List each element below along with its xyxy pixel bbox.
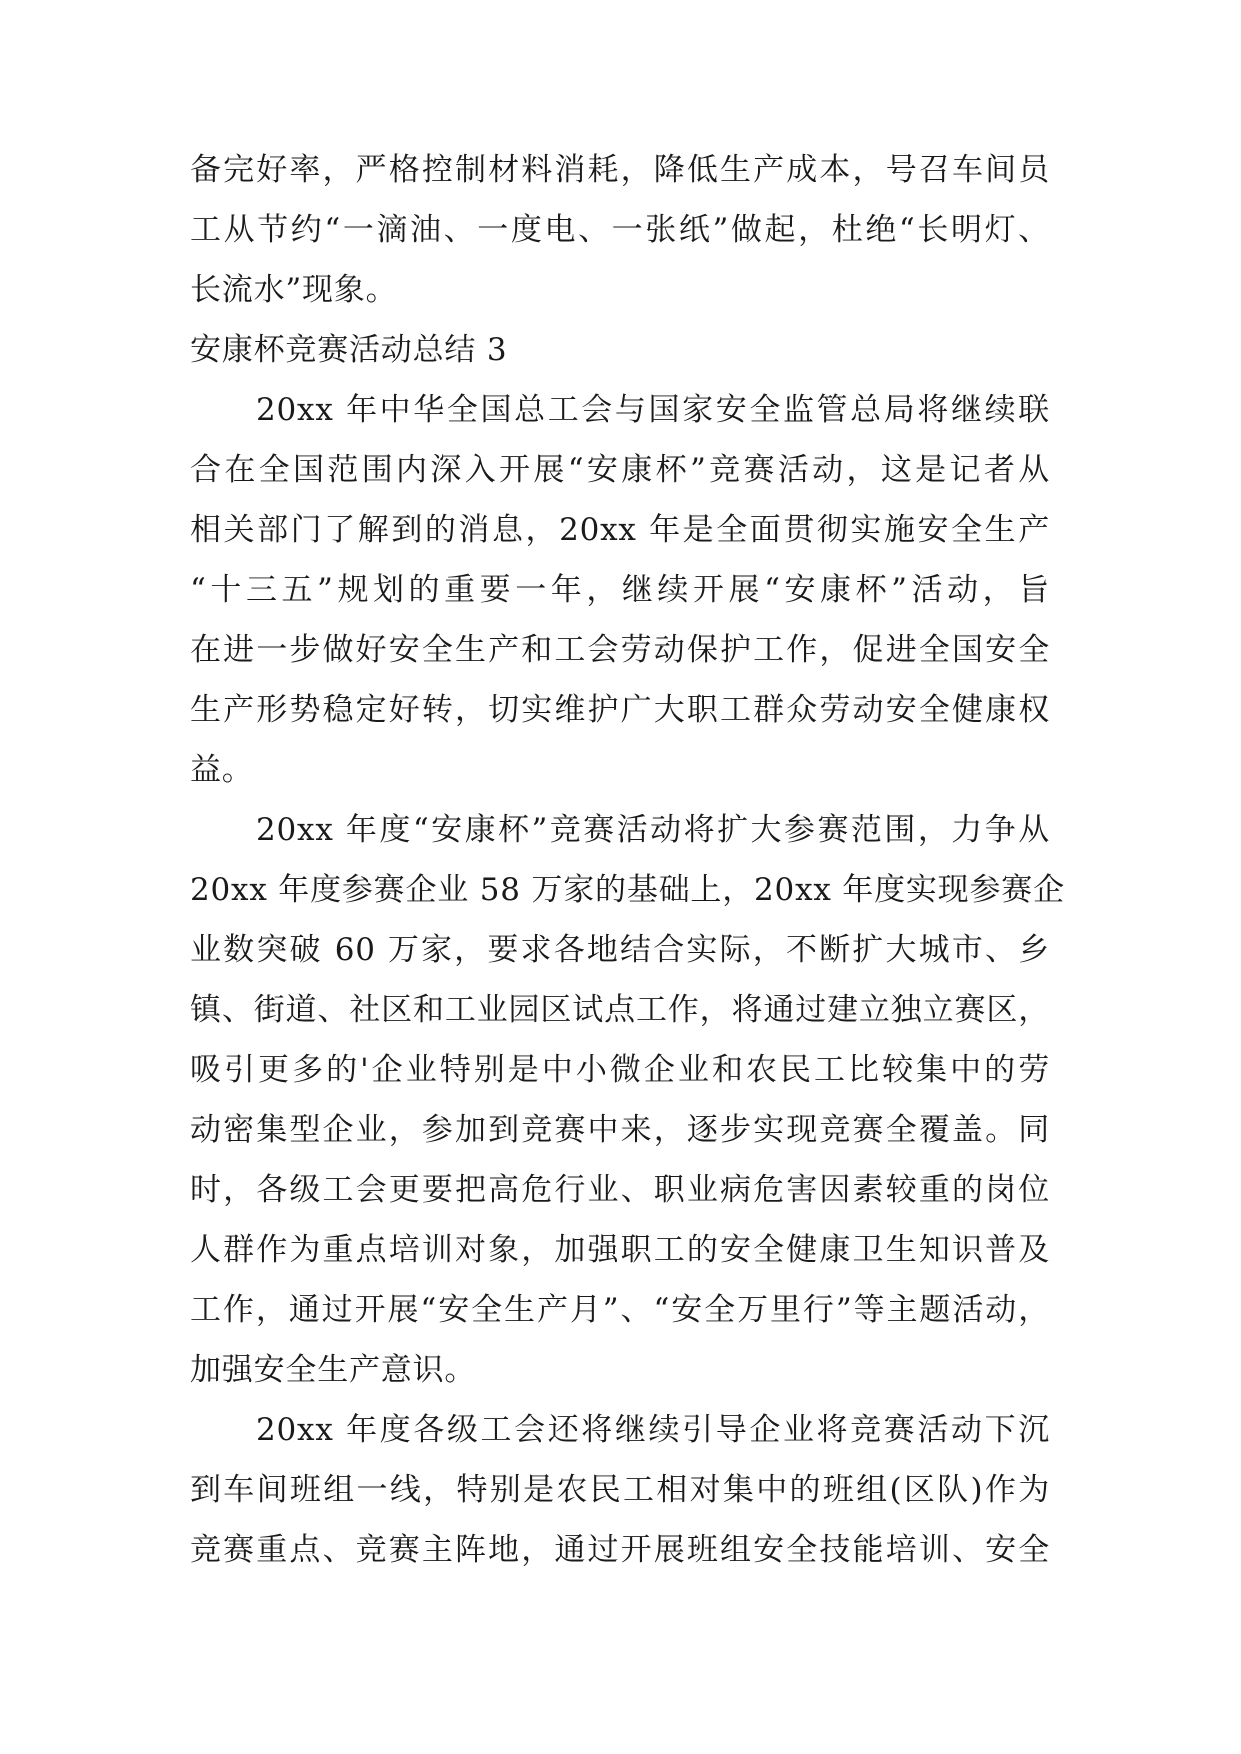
- paragraph-line: 20xx 年度参赛企业 58 万家的基础上，20xx 年度实现参赛企: [190, 872, 1065, 908]
- paragraph-line: 20xx 年中华全国总工会与国家安全监管总局将继续联: [256, 392, 1050, 428]
- paragraph-line: 人群作为重点培训对象，加强职工的安全健康卫生知识普及: [190, 1232, 1050, 1268]
- paragraph-line: “十三五”规划的重要一年，继续开展“安康杯”活动，旨: [190, 572, 1050, 608]
- paragraph-line: 竞赛重点、竞赛主阵地，通过开展班组安全技能培训、安全: [190, 1532, 1050, 1568]
- paragraph-line: 加强安全生产意识。: [190, 1352, 477, 1388]
- paragraph-line: 合在全国范围内深入开展“安康杯”竞赛活动，这是记者从: [190, 452, 1050, 488]
- paragraph-line: 到车间班组一线，特别是农民工相对集中的班组(区队)作为: [190, 1472, 1050, 1508]
- paragraph-line: 生产形势稳定好转，切实维护广大职工群众劳动安全健康权: [190, 692, 1050, 728]
- paragraph-line: 备完好率，严格控制材料消耗，降低生产成本，号召车间员: [190, 152, 1050, 188]
- section-heading: 安康杯竞赛活动总结 3: [190, 332, 508, 368]
- paragraph-line: 相关部门了解到的消息，20xx 年是全面贯彻实施安全生产: [190, 512, 1050, 548]
- paragraph-line: 工作，通过开展“安全生产月”、“安全万里行”等主题活动，: [190, 1292, 1050, 1328]
- paragraph-line: 在进一步做好安全生产和工会劳动保护工作，促进全国安全: [190, 632, 1050, 668]
- paragraph-line: 镇、街道、社区和工业园区试点工作，将通过建立独立赛区，: [190, 992, 1050, 1028]
- paragraph-line: 业数突破 60 万家，要求各地结合实际，不断扩大城市、乡: [190, 932, 1050, 968]
- paragraph-line: 时，各级工会更要把高危行业、职业病危害因素较重的岗位: [190, 1172, 1050, 1208]
- paragraph-line: 吸引更多的'企业特别是中小微企业和农民工比较集中的劳: [190, 1052, 1050, 1088]
- paragraph-line: 工从节约“一滴油、一度电、一张纸”做起，杜绝“长明灯、: [190, 212, 1050, 248]
- paragraph-line: 长流水”现象。: [190, 272, 398, 308]
- paragraph-line: 20xx 年度各级工会还将继续引导企业将竞赛活动下沉: [256, 1412, 1050, 1448]
- paragraph-line: 动密集型企业，参加到竞赛中来，逐步实现竞赛全覆盖。同: [190, 1112, 1050, 1148]
- paragraph-line: 20xx 年度“安康杯”竞赛活动将扩大参赛范围，力争从: [256, 812, 1050, 848]
- paragraph-line: 益。: [190, 752, 254, 788]
